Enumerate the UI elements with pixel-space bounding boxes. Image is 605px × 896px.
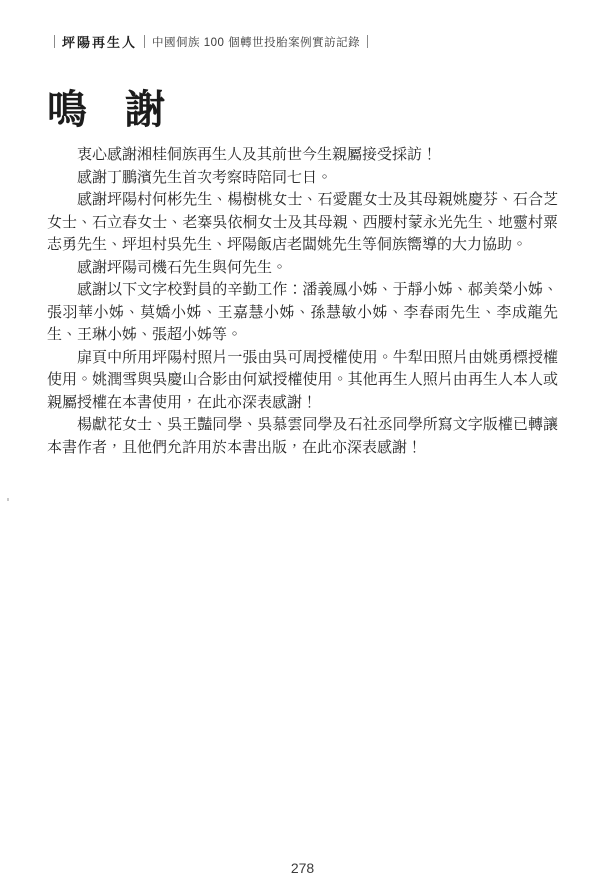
book-subtitle: 中國侗族 100 個轉世投胎案例實訪記錄	[152, 36, 361, 49]
page-number: 278	[290, 860, 315, 876]
header-divider	[367, 35, 368, 48]
scan-artifact	[7, 498, 9, 501]
paragraph: 扉頁中所用坪陽村照片一張由吳可周授權使用。牛犁田照片由姚勇標授權使用。姚潤雪與吳慶山合影由何斌授權使用。其他再生人照片由再生人本人或親屬授權在本書使用，在此亦深表感謝！	[47, 349, 558, 411]
paragraph: 感謝坪陽村何彬先生、楊樹桃女士、石愛麗女士及其母親姚慶芬、石合芝女士、石立春女士、老寨吳依桐女士及其母親、西腰村蒙永光先生、地靈村粟志勇先生、坪坦村吳先生、坪陽飯店老闆姚先生等侗族嚮導的大力協助。	[47, 192, 558, 253]
header-divider	[144, 35, 145, 48]
paragraph: 感謝以下文字校對員的辛勤工作：潘義鳳小姊、于靜小姊、郝美榮小姊、張羽華小姊、莫嬌小姊、王嘉慧小姊、孫慧敏小姊、李春雨先生、李成龍先生、王琳小姊、張超小姊等。	[47, 282, 558, 343]
paragraph: 感謝丁鵬濱先生首次考察時陪同七日。	[77, 169, 333, 186]
paragraph: 楊獻花女士、吳王豔同學、吳慕雲同學及石社丞同學所寫文字版權已轉讓本書作者，且他們允許用於本書出版，在此亦深表感謝！	[47, 417, 558, 456]
paragraph: 感謝坪陽司機石先生與何先生。	[77, 259, 288, 276]
paragraph: 衷心感謝湘桂侗族再生人及其前世今生親屬接受採訪！	[77, 147, 438, 163]
page-title: 鳴 謝	[47, 87, 179, 132]
book-title: 坪陽再生人	[62, 35, 138, 50]
acknowledgments-body	[47, 144, 558, 459]
header-divider	[54, 35, 55, 48]
running-header	[47, 32, 375, 51]
